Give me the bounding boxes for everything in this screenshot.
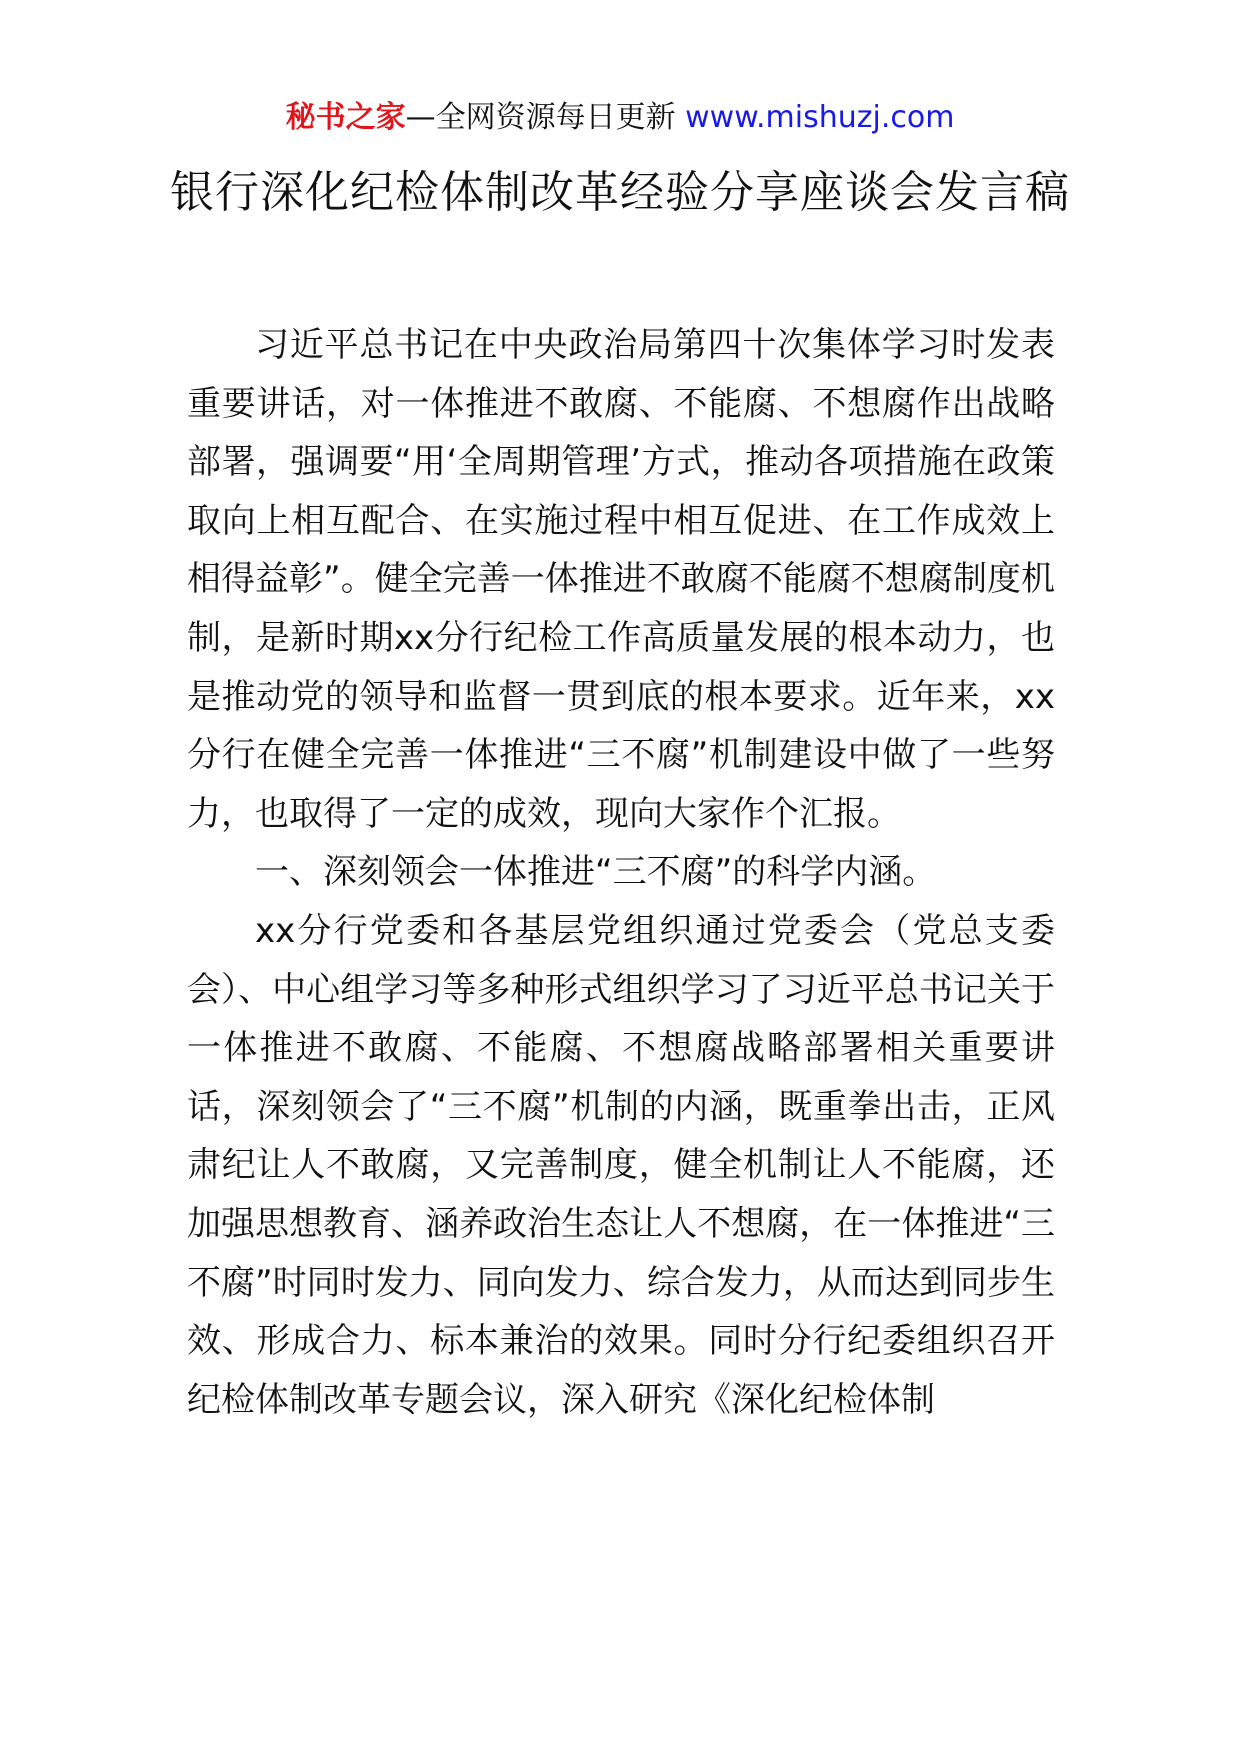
site-slogan: —全网资源每日更新 xyxy=(405,100,676,135)
document-body xyxy=(187,316,1055,1429)
body-paragraph: xx分行党委和各基层党组织通过党委会（党总支委会）、中心组学习等多种形式组织学习了习近平总书记关于一体推进不敢腐、不能腐、不想腐战略部署相关重要讲话，深刻领会了“三不腐”机制的内涵，既重拳出击，正风肃纪让人不敢腐，又完善制度，健全机制让人不能腐，还加强思想教育、涵养政治生态让人不想腐，在一体推进“三不腐”时同时发力、同向发力、综合发力，从而达到同步生效、形成合力、标本兼治的效果。同时分行纪委组织召开纪检体制改革专题会议，深入研究《深化纪检体制 xyxy=(187,910,1055,1420)
document-title: 银行深化纪检体制改革经验分享座谈会发言稿 xyxy=(170,167,1070,218)
site-header xyxy=(0,98,1240,138)
section-heading: 一、深刻领会一体推进“三不腐”的科学内涵。 xyxy=(255,852,937,893)
site-url-link[interactable]: www.mishuzj.com xyxy=(685,100,955,135)
site-brand: 秘书之家 xyxy=(285,100,406,135)
body-paragraph: 习近平总书记在中央政治局第四十次集体学习时发表重要讲话，对一体推进不敢腐、不能腐、不想腐作出战略部署，强调要“用‘全周期管理’方式，推动各项措施在政策取向上相互配合、在实施过程中相互促进、在工作成效上相得益彰”。健全完善一体推进不敢腐不能腐不想腐制度机制，是新时期xx分行纪检工作高质量发展的根本动力，也是推动党的领导和监督一贯到底的根本要求。近年来，xx分行在健全完善一体推进“三不腐”机制建设中做了一些努力，也取得了一定的成效，现向大家作个汇报。 xyxy=(187,325,1055,834)
